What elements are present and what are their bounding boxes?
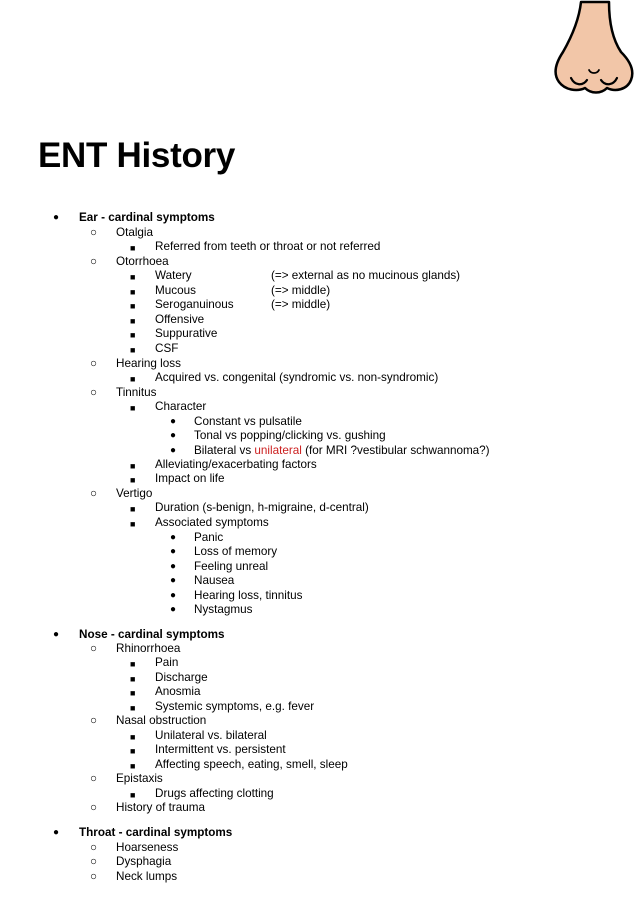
list-item: Nasal obstruction bbox=[116, 714, 207, 727]
list-item: Tonal vs popping/clicking vs. gushing bbox=[194, 429, 386, 442]
list-item: Affecting speech, eating, smell, sleep bbox=[155, 758, 348, 771]
bullet-level3: ■ bbox=[130, 374, 136, 384]
bullet-level2: ○ bbox=[90, 772, 98, 785]
list-item: Otalgia bbox=[116, 226, 154, 239]
bullet-level3: ■ bbox=[130, 301, 136, 311]
bullet-level4: ● bbox=[170, 561, 177, 572]
text-post: (for MRI ?vestibular schwannoma?) bbox=[301, 444, 490, 457]
bullet-level3: ■ bbox=[130, 345, 136, 355]
bullet-level3: ■ bbox=[130, 475, 136, 485]
list-item: Epistaxis bbox=[116, 772, 163, 785]
bullet-level2: ○ bbox=[90, 255, 98, 268]
list-item-mixed bbox=[194, 444, 490, 458]
list-item: Referred from teeth or throat or not referred bbox=[155, 240, 381, 253]
bullet-level2: ○ bbox=[90, 386, 98, 399]
list-item: Suppurative bbox=[155, 327, 218, 340]
bullet-level2: ○ bbox=[90, 870, 98, 883]
bullet-level3: ■ bbox=[130, 461, 136, 471]
bullet-level3: ■ bbox=[130, 504, 136, 514]
nose-illustration bbox=[551, 0, 635, 98]
bullet-level3: ■ bbox=[130, 674, 136, 684]
bullet-level2: ○ bbox=[90, 642, 98, 655]
list-item: Character bbox=[155, 400, 207, 413]
bullet-level2: ○ bbox=[90, 801, 98, 814]
bullet-level4: ● bbox=[170, 575, 177, 586]
list-item: Unilateral vs. bilateral bbox=[155, 729, 267, 742]
list-item: Impact on life bbox=[155, 472, 225, 485]
list-item: Mucous bbox=[155, 284, 196, 297]
bullet-level3: ■ bbox=[130, 519, 136, 529]
list-item: Pain bbox=[155, 656, 179, 669]
bullet-level4: ● bbox=[170, 546, 177, 557]
bullet-level3: ■ bbox=[130, 316, 136, 326]
list-item: Neck lumps bbox=[116, 870, 178, 883]
list-item: Anosmia bbox=[155, 685, 201, 698]
bullet-level3: ■ bbox=[130, 688, 136, 698]
bullet-level3: ■ bbox=[130, 272, 136, 282]
bullet-level3: ■ bbox=[130, 732, 136, 742]
section-heading-nose: Nose - cardinal symptoms bbox=[79, 628, 225, 641]
bullet-level4: ● bbox=[170, 430, 177, 441]
list-item: Dysphagia bbox=[116, 855, 172, 868]
bullet-level1: ● bbox=[53, 827, 60, 838]
list-item: History of trauma bbox=[116, 801, 205, 814]
list-item: Hearing loss, tinnitus bbox=[194, 589, 303, 602]
list-item: Nystagmus bbox=[194, 603, 253, 616]
list-item: Panic bbox=[194, 531, 224, 544]
list-item: Constant vs pulsatile bbox=[194, 415, 302, 428]
bullet-level3: ■ bbox=[130, 330, 136, 340]
bullet-level3: ■ bbox=[130, 761, 136, 771]
bullet-level4: ● bbox=[170, 416, 177, 427]
list-item: Otorrhoea bbox=[116, 255, 169, 268]
list-item: Discharge bbox=[155, 671, 208, 684]
bullet-level2: ○ bbox=[90, 714, 98, 727]
list-item: Tinnitus bbox=[116, 386, 157, 399]
bullet-level2: ○ bbox=[90, 487, 98, 500]
bullet-level3: ■ bbox=[130, 746, 136, 756]
list-item: Hearing loss bbox=[116, 357, 181, 370]
bullet-level2: ○ bbox=[90, 226, 98, 239]
list-item: Rhinorrhoea bbox=[116, 642, 181, 655]
bullet-level2: ○ bbox=[90, 855, 98, 868]
list-item-note: (=> external as no mucinous glands) bbox=[271, 269, 461, 282]
list-item: Seroganuinous bbox=[155, 298, 234, 311]
list-item: Alleviating/exacerbating factors bbox=[155, 458, 317, 471]
bullet-level4: ● bbox=[170, 532, 177, 543]
list-item: Acquired vs. congenital (syndromic vs. non-syndromic) bbox=[155, 371, 439, 384]
bullet-level3: ■ bbox=[130, 403, 136, 413]
bullet-level4: ● bbox=[170, 590, 177, 601]
list-item: Systemic symptoms, e.g. fever bbox=[155, 700, 315, 713]
bullet-level4: ● bbox=[170, 445, 177, 456]
list-item-note: (=> middle) bbox=[271, 298, 331, 311]
text-pre: Bilateral vs bbox=[194, 444, 255, 457]
list-item: Feeling unreal bbox=[194, 560, 269, 573]
bullet-level1: ● bbox=[53, 212, 60, 223]
bullet-level2: ○ bbox=[90, 357, 98, 370]
list-item: Drugs affecting clotting bbox=[155, 787, 274, 800]
list-item: Associated symptoms bbox=[155, 516, 269, 529]
bullet-level2: ○ bbox=[90, 841, 98, 854]
section-heading-ear: Ear - cardinal symptoms bbox=[79, 211, 215, 224]
list-item: Watery bbox=[155, 269, 192, 282]
highlight-text: unilateral bbox=[254, 444, 302, 457]
list-item: Vertigo bbox=[116, 487, 153, 500]
bullet-level4: ● bbox=[170, 604, 177, 615]
bullet-level3: ■ bbox=[130, 243, 136, 253]
page-title: ENT History bbox=[38, 136, 236, 175]
list-item: Loss of memory bbox=[194, 545, 278, 558]
bullet-level1: ● bbox=[53, 629, 60, 640]
list-item-note: (=> middle) bbox=[271, 284, 331, 297]
list-item: Duration (s-benign, h-migraine, d-central) bbox=[155, 501, 369, 514]
bullet-level3: ■ bbox=[130, 703, 136, 713]
list-item: Nausea bbox=[194, 574, 235, 587]
list-item: Offensive bbox=[155, 313, 205, 326]
bullet-level3: ■ bbox=[130, 659, 136, 669]
bullet-level3: ■ bbox=[130, 287, 136, 297]
list-item: Hoarseness bbox=[116, 841, 179, 854]
section-heading-throat: Throat - cardinal symptoms bbox=[79, 826, 233, 839]
bullet-level3: ■ bbox=[130, 790, 136, 800]
list-item: Intermittent vs. persistent bbox=[155, 743, 286, 756]
list-item: CSF bbox=[155, 342, 179, 355]
